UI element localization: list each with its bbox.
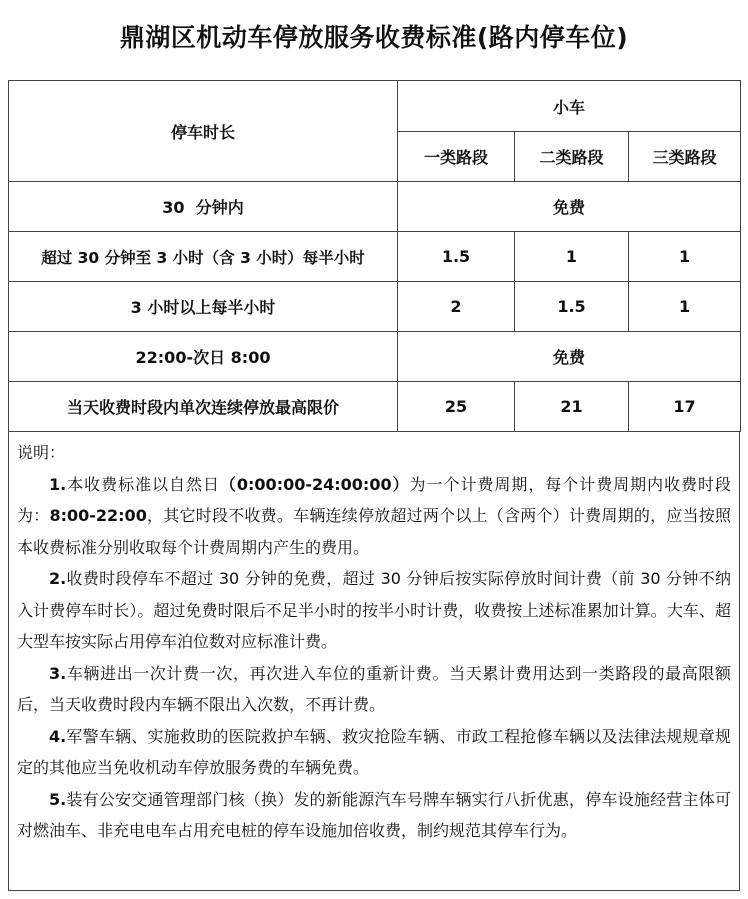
note-number: 3. xyxy=(49,663,67,683)
table-row xyxy=(9,182,741,232)
note-item-3 xyxy=(17,658,731,721)
note-text: 本收费标准以自然日 xyxy=(66,474,220,494)
table-row xyxy=(9,382,741,432)
row-label: 超过 30 分钟至 3 小时（含 3 小时）每半小时 xyxy=(9,232,398,282)
row-value: 21 xyxy=(515,382,629,432)
note-emphasis: （0:00:00-24:00:00） xyxy=(219,474,410,494)
row-value: 1.5 xyxy=(515,282,629,332)
notes-section xyxy=(8,431,740,891)
note-text: 车辆进出一次计费一次，再次进入车位的重新计费。当天累计费用达到一类路段的最高限额后，当天收费时段内车辆不限出入次数，不再计费。 xyxy=(17,663,731,714)
row-value: 25 xyxy=(398,382,515,432)
header-road-class-2: 二类路段 xyxy=(515,132,629,182)
page-title: 鼎湖区机动车停放服务收费标准(路内停车位) xyxy=(119,23,629,52)
header-duration: 停车时长 xyxy=(9,81,398,182)
row-value: 1 xyxy=(629,232,741,282)
note-item-5 xyxy=(17,784,731,847)
fee-table xyxy=(8,80,741,432)
row-label: 当天收费时段内单次连续停放最高限价 xyxy=(9,382,398,432)
note-number: 1. xyxy=(49,474,67,494)
header-road-class-3: 三类路段 xyxy=(629,132,741,182)
note-number: 5. xyxy=(49,789,67,809)
note-text: 军警车辆、实施救助的医院救护车辆、救灾抢险车辆、市政工程抢修车辆以及法律法规规章规定的其他应当免收机动车停放服务费的车辆免费。 xyxy=(17,726,731,777)
note-number: 2. xyxy=(49,569,67,588)
note-item-1 xyxy=(17,469,731,564)
row-value: 1 xyxy=(629,282,741,332)
row-label: 30 分钟内 xyxy=(9,182,398,232)
row-value: 2 xyxy=(398,282,515,332)
note-text: 装有公安交通管理部门核（换）发的新能源汽车号牌车辆实行八折优惠，停车设施经营主体可对燃油车、非充电电车占用充电桩的停车设施加倍收费，制约规范其停车行为。 xyxy=(17,789,731,840)
row-label: 3 小时以上每半小时 xyxy=(9,282,398,332)
header-vehicle: 小车 xyxy=(398,81,741,132)
row-value: 1.5 xyxy=(398,232,515,282)
note-item-2 xyxy=(17,563,731,658)
row-value: 17 xyxy=(629,382,741,432)
row-merged-value: 免费 xyxy=(398,332,741,382)
note-text: ，其它时段不收费。车辆连续停放超过两个以上（含两个）计费周期的，应当按照本收费标准分别收取每个计费周期内产生的费用。 xyxy=(17,506,731,557)
notes-heading: 说明： xyxy=(17,443,66,462)
note-emphasis: 8:00-22:00 xyxy=(49,506,147,525)
table-row xyxy=(9,282,741,332)
note-text: 为一个计费周期，每个计费周期内收费时段为： xyxy=(17,474,731,525)
table-row xyxy=(9,332,741,382)
table-row xyxy=(9,232,741,282)
header-road-class-1: 一类路段 xyxy=(398,132,515,182)
row-label: 22:00-次日 8:00 xyxy=(9,332,398,382)
row-merged-value: 免费 xyxy=(398,182,741,232)
row-value: 1 xyxy=(515,232,629,282)
note-number: 4. xyxy=(49,726,67,746)
note-text: 收费时段停车不超过 30 分钟的免费，超过 30 分钟后按实际停放时间计费（前 30 分钟不纳入计费停车时长）。超过免费时限后不足半小时的按半小时计费，收费按上述标准累加计算。大车、超大型车按实际占用停车泊位数对应标准计费。 xyxy=(17,569,731,651)
note-item-4 xyxy=(17,721,731,784)
